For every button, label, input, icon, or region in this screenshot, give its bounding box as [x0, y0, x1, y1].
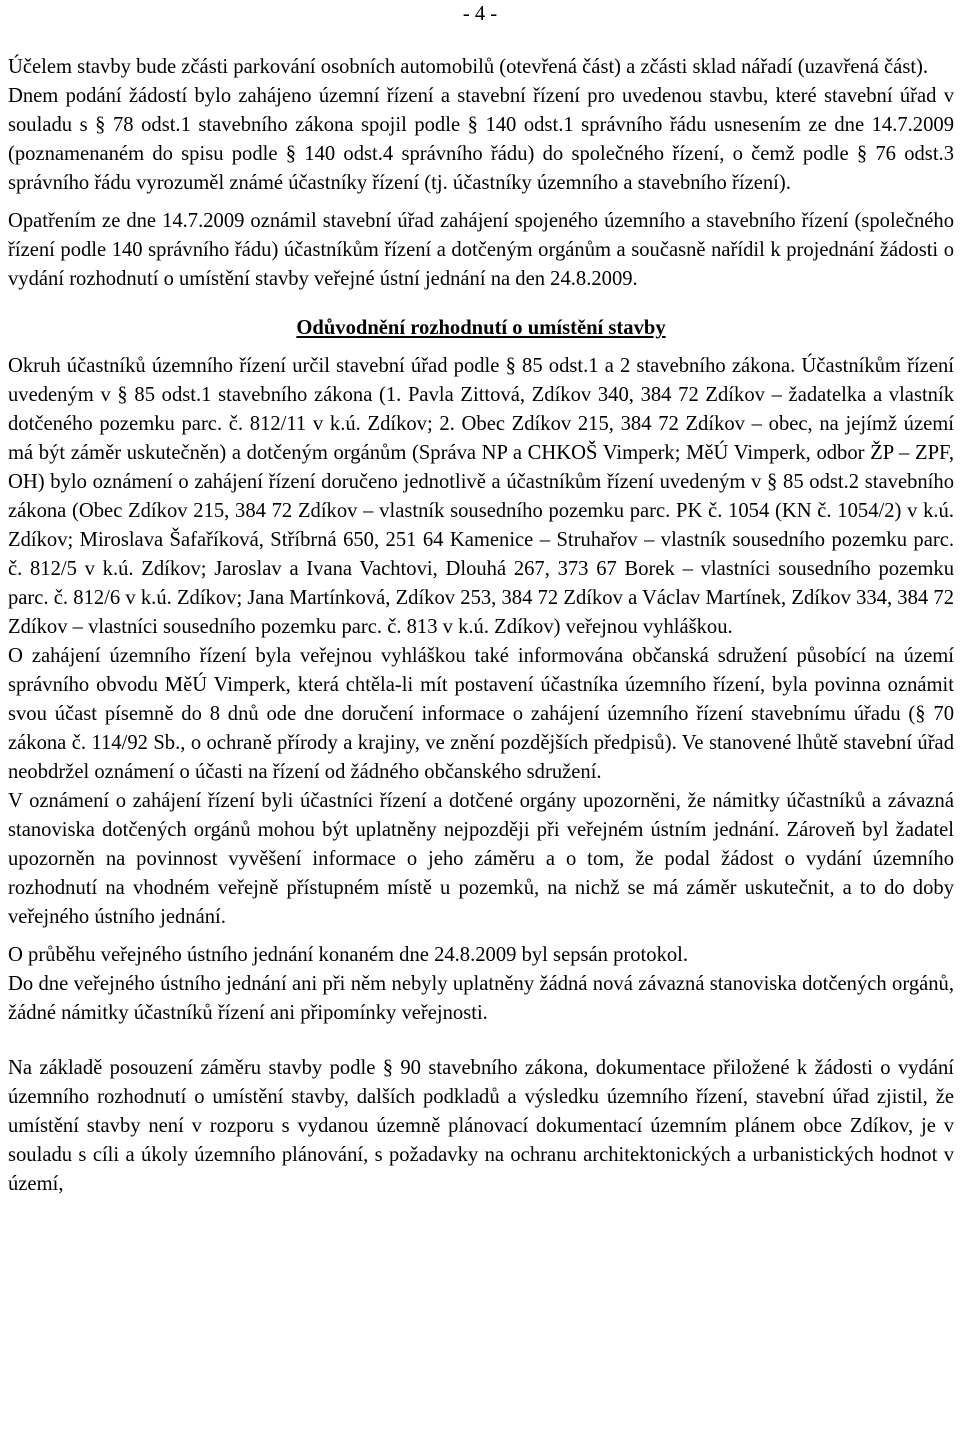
paragraph-proceedings-start: Dnem podání žádostí bylo zahájeno územní řízení a stavební řízení pro uvedenou stavbu, které stavební úřad v souladu s § 78 odst.1 stavebního zákona spojil podle § 140 odst.1 správního řádu usnesením ze dne 14.7.2009 (poznamenaném do spisu podle § 140 odst.4 správního řádu) do společného řízení, o čemž podle § 76 odst.3 správního řádu vyrozuměl známé účastníky řízení (tj. účastníky územního a stavebního řízení).	[8, 85, 954, 194]
paragraph-associations: O zahájení územního řízení byla veřejnou vyhláškou také informována občanská sdružení působící na území správního obvodu MěÚ Vimperk, která chtěla-li mít postavení účastníka územního řízení, byla povinna oznámit svou účast písemně do 8 dnů ode dne doručení informace o zahájení územního řízení stavebnímu úřadu (§ 70 zákona č. 114/92 Sb., o ochraně přírody a krajiny, ve znění pozdějších předpisů). Ve stanovené lhůtě stavební úřad neobdržel oznámení o účasti na řízení od žádného občanského sdružení.	[8, 645, 954, 783]
paragraph-assessment: Na základě posouzení záměru stavby podle § 90 stavebního zákona, dokumentace přiložené k žádosti o vydání územního rozhodnutí o umístění stavby, dalších podkladů a výsledku územního řízení, stavební úřad zjistil, že umístění stavby není v rozporu s vydanou územně plánovací dokumentací územním plánem obce Zdíkov, je v souladu s cíli a úkoly územního plánování, s požadavky na ochranu architektonických a urbanistických hodnot v území,	[8, 1057, 954, 1195]
paragraph-protocol: O průběhu veřejného ústního jednání konaném dne 24.8.2009 byl sepsán protokol.	[8, 944, 689, 966]
paragraph-objections: V oznámení o zahájení řízení byli účastníci řízení a dotčené orgány upozorněni, že námitky účastníků a závazná stanoviska dotčených orgánů mohou být uplatněny nejpozději při veřejném ústním jednání. Zároveň byl žadatel upozorněn na povinnost vyvěšení informace o jeho záměru a o tom, že podal žádost o vydání územního rozhodnutí na vhodném veřejně přístupném místě u pozemků, na nichž se má záměr uskutečnit, a to do doby veřejného ústního jednání.	[8, 790, 954, 928]
paragraph-notice: Opatřením ze dne 14.7.2009 oznámil stavební úřad zahájení spojeného územního a stavebního řízení (společného řízení podle 140 správního řádu) účastníkům řízení a dotčeným orgánům a současně nařídil k projednání žádosti o vydání rozhodnutí o umístění stavby veřejné ústní jednání na den 24.8.2009.	[8, 210, 954, 290]
paragraph-participants: Okruh účastníků územního řízení určil stavební úřad podle § 85 odst.1 a 2 stavebního zákona. Účastníkům řízení uvedeným v § 85 odst.1 stavebního zákona (1. Pavla Zittová, Zdíkov 340, 384 72 Zdíkov – žadatelka a vlastník dotčeného pozemku parc. č. 812/11 v k.ú. Zdíkov; 2. Obec Zdíkov 215, 384 72 Zdíkov – obec, na jejímž území má být záměr uskutečněn) a dotčeným orgánům (Správa NP a CHKOŠ Vimperk; MěÚ Vimperk, odbor ŽP – ZPF, OH) bylo oznámení o zahájení řízení doručeno jednotlivě a účastníkům řízení uvedeným v § 85 odst.2 stavebního zákona (Obec Zdíkov 215, 384 72 Zdíkov – vlastník sousedního pozemku parc. PK č. 1054 (KN č. 1054/2) v k.ú. Zdíkov; Miroslava Šafaříková, Stříbrná 650, 251 64 Kamenice – Struhařov – vlastník sousedního pozemku parc. č. 812/5 v k.ú. Zdíkov; Jaroslav a Ivana Vachtovi, Dlouhá 267, 373 67 Borek – vlastníci sousedního pozemku parc. č. 812/6 v k.ú. Zdíkov; Jana Martínková, Zdíkov 253, 384 72 Zdíkov a Václav Martínek, Zdíkov 334, 384 72 Zdíkov – vlastníci sousedního pozemku parc. č. 813 v k.ú. Zdíkov) veřejnou vyhláškou.	[8, 355, 954, 638]
paragraph-no-objections: Do dne veřejného ústního jednání ani při něm nebyly uplatněny žádná nová závazná stanoviska dotčených orgánů, žádné námitky účastníků řízení ani připomínky veřejnosti.	[8, 973, 954, 1024]
paragraph-purpose: Účelem stavby bude zčásti parkování osobních automobilů (otevřená část) a zčásti sklad nářadí (uzavřená část).	[8, 56, 929, 78]
document-body	[8, 53, 954, 1199]
page-number: - 4 -	[462, 3, 498, 25]
section-heading: Odůvodnění rozhodnutí o umístění stavby	[296, 317, 666, 339]
